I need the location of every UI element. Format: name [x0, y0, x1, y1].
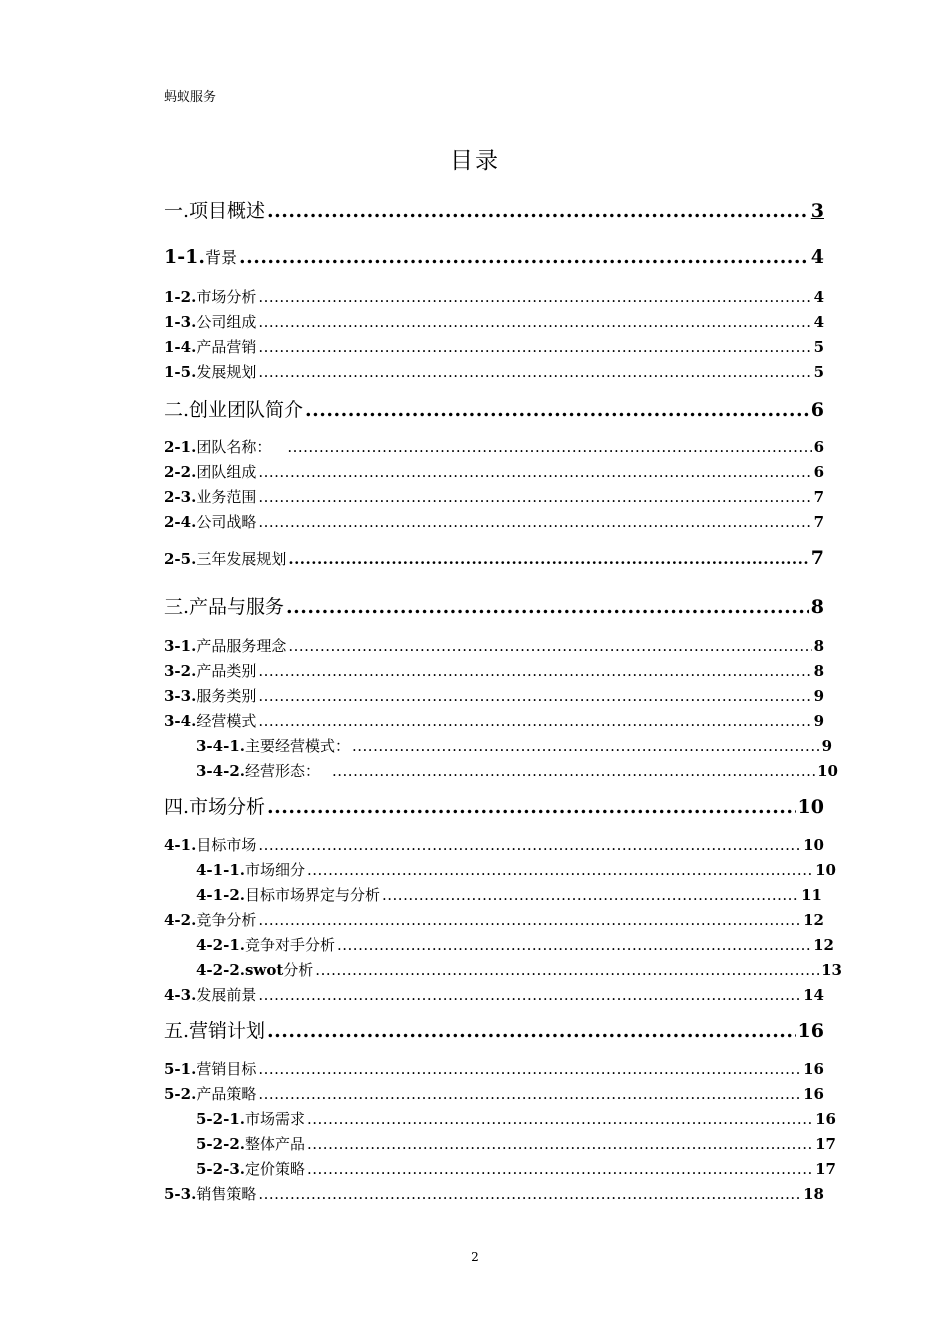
leader-dots	[337, 936, 811, 954]
toc-entry-title: 三.产品与服务	[164, 596, 285, 618]
leader-dots	[267, 1020, 796, 1042]
toc-entry-title: 团队组成	[196, 463, 257, 481]
leader-dots	[258, 488, 811, 506]
leader-dots	[307, 861, 813, 879]
toc-entry-number: 3-2.	[164, 662, 197, 680]
toc-entry-number: 4-1-2.	[196, 886, 245, 904]
leader-dots	[258, 363, 811, 381]
toc-entry[interactable]	[164, 660, 824, 681]
toc-entry[interactable]	[164, 461, 824, 482]
toc-entry-page: 18	[803, 1185, 824, 1203]
leader-dots	[258, 1060, 801, 1078]
leader-dots	[258, 1185, 801, 1203]
toc-entry-page: 5	[813, 363, 824, 381]
toc-entry[interactable]	[164, 361, 824, 382]
toc-entry-number: 5-2-1.	[196, 1110, 245, 1128]
toc-entry-number: 2-3.	[164, 488, 197, 506]
toc-entry[interactable]	[164, 592, 824, 619]
toc-entry-title: 发展规划	[196, 363, 257, 381]
toc-entry-number: 5-2-2.	[196, 1135, 245, 1153]
toc-entry-number: 1-1.	[164, 246, 205, 268]
toc-entry-page: 13	[821, 961, 842, 979]
toc-entry-page: 16	[815, 1110, 836, 1128]
toc-entry-title: 业务范围	[196, 488, 257, 506]
toc-entry-number: 3-4-2.	[196, 762, 245, 780]
toc-entry-number: 5-3.	[164, 1185, 197, 1203]
toc-entry-number: 3-4.	[164, 712, 197, 730]
leader-dots	[267, 200, 809, 222]
toc-entry[interactable]	[164, 395, 824, 422]
leader-dots	[307, 1160, 813, 1178]
toc-entry-title: 分析	[283, 961, 314, 979]
toc-entry-title: 竞争分析	[196, 911, 257, 929]
leader-dots	[258, 513, 811, 531]
toc-entry[interactable]	[164, 1016, 824, 1043]
toc-entry-number: 2-2.	[164, 463, 197, 481]
toc-entry[interactable]	[164, 1183, 824, 1204]
toc-entry-title: 四.市场分析	[164, 796, 266, 818]
toc-entry-number: 3-3.	[164, 687, 197, 705]
leader-dots	[258, 687, 811, 705]
leader-dots	[258, 911, 801, 929]
toc-entry-page: 16	[803, 1060, 824, 1078]
toc-entry-page: 12	[803, 911, 824, 929]
toc-entry[interactable]	[196, 760, 838, 781]
toc-entry-title: 二.创业团队简介	[164, 399, 304, 421]
page-number: 2	[471, 1250, 479, 1264]
toc-entry[interactable]	[164, 1083, 824, 1104]
leader-dots	[258, 313, 811, 331]
leader-dots	[315, 961, 819, 979]
toc-entry-number: 1-4.	[164, 338, 197, 356]
toc-entry-page: 17	[815, 1160, 836, 1178]
toc-entry-title: 产品策略	[196, 1085, 257, 1103]
leader-dots	[258, 836, 801, 854]
toc-entry-title: 整体产品	[244, 1135, 305, 1153]
toc-entry-number: 3-1.	[164, 637, 197, 655]
toc-entry[interactable]	[164, 834, 824, 855]
toc-entry-title: 公司战略	[196, 513, 257, 531]
toc-entry[interactable]	[196, 884, 822, 905]
toc-entry[interactable]	[196, 1133, 836, 1154]
toc-entry[interactable]	[164, 311, 824, 332]
toc-entry-number: 4-2.	[164, 911, 197, 929]
toc-entry-title: 市场细分	[244, 861, 305, 879]
toc-entry-page: 6	[813, 463, 824, 481]
toc-entry-page: 9	[813, 687, 824, 705]
toc-entry-title: 产品营销	[196, 338, 257, 356]
toc-entry-title: 产品服务理念	[196, 637, 287, 655]
toc-entry-number: 3-4-1.	[196, 737, 245, 755]
toc-entry-title: 目标市场	[196, 836, 257, 854]
toc-entry-page: 4	[810, 246, 824, 268]
toc-entry-page: 14	[803, 986, 824, 1004]
toc-entry-page: 10	[815, 861, 836, 879]
leader-dots	[267, 796, 796, 818]
toc-entry-number: 1-5.	[164, 363, 197, 381]
leader-dots	[258, 1085, 801, 1103]
leader-dots	[288, 637, 811, 655]
leader-dots	[352, 737, 820, 755]
toc-entry-title: 三年发展规划	[196, 550, 287, 568]
toc-entry-title: 市场分析	[196, 288, 257, 306]
leader-dots	[307, 1110, 813, 1128]
toc-entry-page: 3	[810, 200, 824, 222]
toc-entry[interactable]	[164, 286, 824, 307]
toc-entry-title: 经营形态：	[244, 762, 320, 780]
toc-entry[interactable]	[164, 511, 824, 532]
toc-entry-number: 1-3.	[164, 313, 197, 331]
toc-entry[interactable]	[164, 336, 824, 357]
toc-entry-title: 定价策略	[244, 1160, 305, 1178]
toc-entry-title: 竞争对手分析	[244, 936, 335, 954]
toc-entry-page: 4	[813, 288, 824, 306]
toc-entry[interactable]	[164, 909, 824, 930]
toc-entry[interactable]	[164, 196, 824, 223]
toc-entry-title: 一.项目概述	[164, 200, 266, 222]
leader-dots	[286, 596, 809, 618]
leader-dots	[287, 438, 811, 456]
toc-entry-page: 7	[813, 488, 824, 506]
toc-entry-number: 2-1.	[164, 438, 197, 456]
toc-entry[interactable]	[196, 959, 842, 980]
toc-entry-number: 5-2-3.	[196, 1160, 245, 1178]
toc-entry-title: 五.营销计划	[164, 1020, 266, 1042]
toc-entry[interactable]	[196, 1158, 836, 1179]
toc-entry-page: 7	[813, 513, 824, 531]
toc-entry[interactable]	[164, 436, 824, 457]
toc-entry-page: 10	[803, 836, 824, 854]
toc-entry-page: 11	[801, 886, 822, 904]
leader-dots	[258, 662, 811, 680]
toc-entry[interactable]	[164, 1058, 824, 1079]
toc-entry[interactable]	[196, 1108, 836, 1129]
toc-entry[interactable]	[164, 792, 824, 819]
toc-entry-title: 产品类别	[196, 662, 257, 680]
toc-entry-number: 2-4.	[164, 513, 197, 531]
toc-entry-page: 10	[817, 762, 838, 780]
toc-entry-title: 公司组成	[196, 313, 257, 331]
toc-entry-page: 12	[813, 936, 834, 954]
toc-entry-number: 4-2-2.swot	[196, 961, 284, 979]
toc-entry-title: 发展前景	[196, 986, 257, 1004]
leader-dots	[239, 246, 809, 268]
toc-entry-page: 8	[813, 637, 824, 655]
toc-entry-title: 营销目标	[196, 1060, 257, 1078]
toc-entry[interactable]	[196, 735, 832, 756]
toc-entry-title: 团队名称：	[196, 438, 272, 456]
toc-entry-number: 5-1.	[164, 1060, 197, 1078]
toc-entry-page: 9	[821, 737, 832, 755]
leader-dots	[305, 399, 809, 421]
toc-entry[interactable]	[164, 486, 824, 507]
toc-entry-title: 主要经营模式：	[244, 737, 350, 755]
toc-entry-title: 目标市场界定与分析	[244, 886, 380, 904]
leader-dots	[258, 288, 811, 306]
running-header: 蚂蚁服务	[164, 90, 217, 105]
toc-entry[interactable]	[164, 635, 824, 656]
toc-entry-page: 6	[810, 399, 824, 421]
toc-entry-number: 5-2.	[164, 1085, 197, 1103]
toc-entry[interactable]	[164, 710, 824, 731]
toc-entry-page: 8	[810, 596, 824, 618]
toc-entry[interactable]	[196, 934, 834, 955]
toc-entry[interactable]	[164, 547, 824, 569]
leader-dots	[258, 463, 811, 481]
leader-dots	[307, 1135, 813, 1153]
toc-entry-title: 市场需求	[244, 1110, 305, 1128]
toc-entry-page: 6	[813, 438, 824, 456]
toc-entry[interactable]	[164, 685, 824, 706]
leader-dots	[258, 338, 811, 356]
toc-entry-number: 4-3.	[164, 986, 197, 1004]
toc-entry[interactable]	[164, 245, 824, 268]
toc-entry[interactable]	[164, 984, 824, 1005]
toc-entry-number: 1-2.	[164, 288, 197, 306]
toc-entry[interactable]	[196, 859, 836, 880]
page-title: 目录	[450, 148, 500, 174]
toc-entry-page: 10	[797, 796, 824, 818]
toc-entry-page: 16	[803, 1085, 824, 1103]
toc-entry-page: 4	[813, 313, 824, 331]
toc-entry-number: 4-1.	[164, 836, 197, 854]
toc-entry-title: 背景	[204, 248, 237, 267]
leader-dots	[382, 886, 799, 904]
toc-entry-number: 4-2-1.	[196, 936, 245, 954]
leader-dots	[332, 762, 815, 780]
toc-entry-title: 服务类别	[196, 687, 257, 705]
toc-entry-number: 4-1-1.	[196, 861, 245, 879]
leader-dots	[288, 550, 808, 568]
toc-entry-page: 16	[797, 1020, 824, 1042]
toc-entry-page: 17	[815, 1135, 836, 1153]
toc-entry-page: 5	[813, 338, 824, 356]
toc-entry-page: 7	[810, 547, 824, 569]
toc-entry-page: 8	[813, 662, 824, 680]
toc-entry-number: 2-5.	[164, 550, 197, 568]
toc-entry-title: 销售策略	[196, 1185, 257, 1203]
leader-dots	[258, 712, 811, 730]
leader-dots	[258, 986, 801, 1004]
toc-entry-page: 9	[813, 712, 824, 730]
toc-entry-title: 经营模式	[196, 712, 257, 730]
